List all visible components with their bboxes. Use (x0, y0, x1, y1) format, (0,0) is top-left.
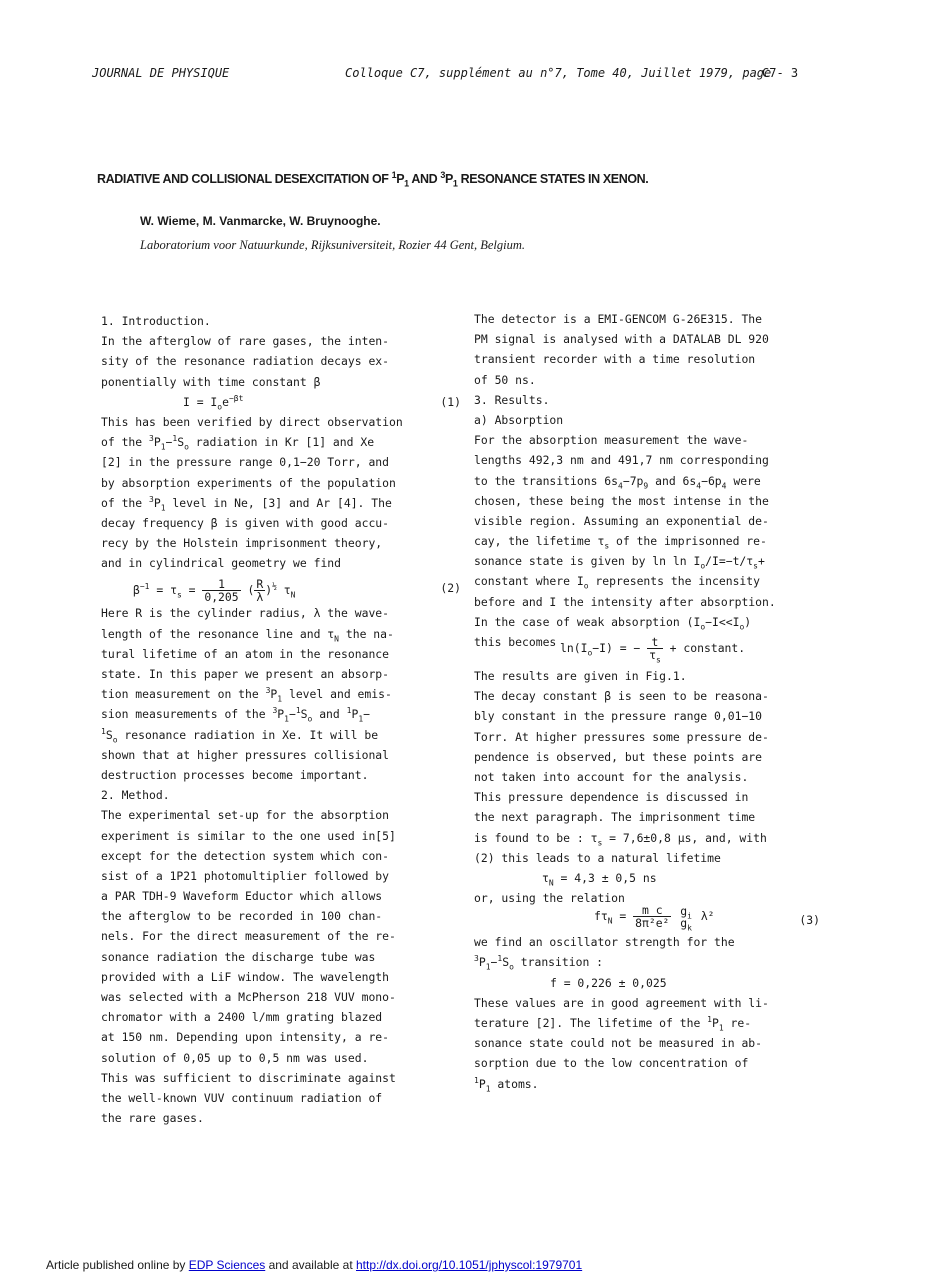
body-line (474, 612, 834, 632)
text: P (153, 495, 161, 510)
eq-sup: ½ (272, 582, 277, 592)
body-line: except for the detection system which con- (101, 848, 390, 863)
eq-sub: s (176, 590, 182, 600)
eq-sup: −βt (228, 393, 244, 403)
paper-title (97, 170, 648, 189)
text: = 7,6±0,8 μs, and, with (602, 830, 767, 845)
sub: 1 (277, 694, 283, 704)
body-line: the afterglow to be recorded in 100 chan- (101, 909, 383, 924)
body-line (101, 725, 461, 745)
body-line: ponentially with time constant β (101, 374, 321, 389)
sub: 1 (284, 714, 289, 724)
fraction (202, 578, 240, 603)
text: P (478, 1076, 486, 1091)
text: + (757, 554, 765, 569)
body-line: sist of a 1P21 photomultiplier followed by (101, 868, 390, 883)
eq-sub: i (687, 911, 692, 921)
eq-text: = τ (149, 583, 177, 598)
body-line: [2] in the pressure range 0,1−20 Torr, and (101, 455, 390, 470)
eq-text: β (133, 583, 140, 598)
body-line: This was sufficient to discriminate against (101, 1070, 396, 1085)
edp-sciences-link[interactable]: EDP Sciences (188, 1258, 266, 1272)
body-line (101, 704, 461, 724)
body-line: we find an oscillator strength for the (474, 935, 735, 950)
body-line (474, 952, 834, 972)
eq-text: f = 0,226 ± 0,025 (550, 975, 667, 990)
body-line: This has been verified by direct observation (101, 414, 403, 429)
title-sub: 1 (452, 178, 458, 189)
equation-3 (474, 902, 834, 932)
body-line: chosen, these being the most intense in the (474, 493, 769, 508)
text: of the (101, 495, 150, 510)
numerator: 1 (202, 578, 240, 591)
eq-text: + constant. (662, 641, 746, 655)
title-text: RADIATIVE AND COLLISIONAL DESEXCITATION OF (97, 172, 389, 187)
text: −7p (622, 473, 644, 488)
fraction (678, 903, 694, 933)
sub: 1 (485, 1083, 491, 1093)
eq-text: fτ (594, 909, 608, 924)
eq-text: τ (649, 648, 656, 662)
equation-1 (101, 392, 461, 412)
sup: 3 (265, 686, 271, 696)
body-line: was selected with a McPherson 218 VUV mono- (101, 990, 396, 1004)
sub: s (597, 837, 603, 847)
numerator: R (256, 577, 264, 592)
body-line: The detector is a EMI-GENCOM G-26E315. The (474, 312, 763, 326)
eq-sup: −1 (139, 582, 150, 592)
sub: o (700, 622, 706, 632)
body-line: (2) this leads to a natural lifetime (474, 850, 721, 865)
body-line: lengths 492,3 nm and 491,7 nm corresponding (474, 453, 769, 468)
text: radiation in Kr [1] and Xe (188, 435, 375, 450)
sub: o (509, 962, 514, 972)
sup: 3 (474, 954, 479, 964)
title-text: AND (408, 172, 441, 187)
body-line: the well-known VUV continuum radiation of (101, 1090, 383, 1105)
title-sub: 1 (404, 178, 409, 189)
text: tion measurement on the (101, 687, 266, 702)
eq-sub: o (587, 648, 593, 658)
body-line: visible region. Assuming an exponential de- (474, 513, 769, 528)
title-sup: 3 (440, 170, 445, 180)
sup: 1 (295, 706, 301, 716)
body-line: experiment is similar to the one used in[5] (101, 828, 396, 843)
title-text: RESONANCE STATES IN XENON. (457, 172, 649, 187)
body-line: this becomes (474, 635, 557, 649)
text: and (312, 707, 347, 722)
sup: 3 (149, 434, 154, 444)
fraction (647, 635, 663, 665)
text: P (270, 687, 278, 702)
journal-name: JOURNAL DE PHYSIQUE (92, 66, 230, 80)
sub: 1 (485, 962, 491, 972)
body-line (474, 828, 834, 848)
eq-sub: N (290, 590, 296, 600)
body-line: state. In this paper we present an absorp- (101, 667, 390, 681)
body-line: PM signal is analysed with a DATALAB DL 920 (474, 332, 769, 347)
body-line: by absorption experiments of the population (101, 475, 396, 490)
body-line: The decay constant β is seen to be reasona- (474, 689, 769, 704)
body-line: bly constant in the pressure range 0,01−10 (474, 709, 763, 724)
text: S (502, 955, 510, 970)
eq-text: = 4,3 ± 0,5 ns (553, 870, 657, 885)
eq-text: ln(I (560, 641, 588, 655)
body-line (101, 493, 461, 513)
body-line: a PAR TDH-9 Waveform Eductor which allows (101, 889, 383, 904)
body-line: destruction processes become important. (101, 767, 369, 782)
text: and 6s (648, 473, 697, 488)
section-heading-method: 2. Method. (101, 788, 170, 803)
sub: 1 (160, 502, 166, 512)
body-line: For the absorption measurement the wave- (474, 433, 749, 448)
eq-sub: o (217, 402, 223, 412)
equation-2 (101, 573, 461, 603)
body-line: Torr. At higher pressures some pressure de- (474, 729, 769, 744)
body-line: chromator with a 2400 l/mm grating blazed (101, 1010, 383, 1025)
body-line (474, 531, 834, 551)
text: − (363, 707, 371, 722)
body-line: decay frequency β is given with good accu- (101, 515, 390, 530)
eq-sub: k (687, 923, 692, 933)
eq-text: g (680, 903, 688, 918)
body-line (474, 471, 834, 491)
equation-ln (474, 632, 834, 665)
text: to the transitions 6s (474, 473, 619, 488)
denominator (647, 648, 663, 665)
sub: 1 (718, 1023, 724, 1033)
body-line (474, 1074, 834, 1094)
footer-text: and available at (265, 1258, 356, 1272)
eq-text: = (612, 909, 634, 924)
text: P (478, 955, 486, 970)
sub: o (307, 714, 313, 724)
text: − (288, 707, 296, 722)
eq-text: λ² (693, 909, 715, 924)
sub: o (739, 622, 745, 632)
text: of the imprisonned re- (609, 534, 767, 549)
sup: 3 (149, 494, 154, 504)
affiliation: Laboratorium voor Natuurkunde, Rijksuniversiteit, Rozier 44 Gent, Belgium. (140, 238, 526, 252)
text: −6p (701, 473, 722, 488)
body-line: recy by the Holstein imprisonment theory, (101, 536, 383, 551)
text: sion measurements of the (101, 707, 273, 722)
sub: 1 (358, 714, 364, 724)
eq-text: ( (247, 583, 255, 598)
body-line: These values are in good agreement with li- (474, 995, 769, 1010)
subsection-heading-absorption: a) Absorption (474, 412, 564, 427)
equation-tau-n (474, 868, 834, 888)
body-line: before and I the intensity after absorption. (474, 594, 776, 609)
sub: 4 (721, 480, 727, 490)
text: re- (723, 1016, 752, 1030)
body-line: not taken into account for the analysis. (474, 769, 749, 784)
body-line (474, 551, 834, 571)
text: − (165, 435, 173, 450)
sup: 1 (172, 434, 178, 444)
body-line (101, 624, 461, 644)
eq-text: τ (276, 583, 291, 598)
body-line: The results are given in Fig.1. (474, 669, 687, 683)
body-line (101, 684, 461, 704)
eq-sub: N (607, 916, 613, 926)
equation-f (474, 973, 834, 993)
eq-text: I = I (183, 394, 218, 409)
text: resonance radiation in Xe. It will be (117, 727, 379, 742)
sub: s (753, 561, 758, 571)
text: P (277, 707, 285, 722)
equation-number: (1) (440, 394, 461, 409)
text: sonance state is given by ln ln I (474, 554, 701, 569)
equation-number: (3) (799, 913, 820, 928)
body-line (474, 571, 834, 591)
sup: 1 (707, 1015, 712, 1025)
body-line (101, 432, 461, 452)
equation-number: (2) (440, 581, 461, 596)
denominator (678, 915, 694, 933)
text: the na- (339, 626, 394, 641)
text: − (490, 955, 498, 970)
section-heading-results: 3. Results. (474, 392, 550, 407)
body-line: sorption due to the low concentration of (474, 1056, 749, 1071)
sub: s (604, 541, 610, 551)
left-column (101, 311, 461, 1128)
sub: 9 (643, 480, 649, 490)
numerator: t (647, 636, 663, 649)
text: /I=−t/τ (705, 554, 754, 569)
fraction (633, 904, 671, 929)
body-line: Here R is the cylinder radius, λ the wave- (101, 606, 390, 621)
body-line: transient recorder with a time resolution (474, 352, 756, 367)
text: S (177, 435, 185, 450)
body-line: the rare gases. (101, 1111, 204, 1126)
eq-text: τ (542, 870, 549, 885)
right-column (474, 309, 834, 1094)
section-heading-introduction: 1. Introduction. (101, 314, 211, 328)
denominator: 8π²e² (635, 916, 670, 931)
text: level in Ne, [3] and Ar [4]. The (165, 495, 392, 510)
text: represents the incensity (588, 574, 761, 589)
body-line: or, using the relation (474, 891, 625, 906)
denominator: λ (256, 590, 264, 605)
sub: 1 (160, 442, 166, 452)
text: level and emis- (282, 687, 392, 702)
body-line: the next paragraph. The imprisonment time (474, 810, 756, 825)
title-sup: 1 (391, 170, 397, 180)
body-line: In the afterglow of rare gases, the inten- (101, 334, 390, 349)
text: transition : (513, 955, 604, 970)
body-line: tural lifetime of an atom in the resonance (101, 646, 390, 661)
sub: N (334, 633, 339, 643)
numerator: m c (633, 904, 671, 917)
eq-sub: s (656, 655, 661, 665)
body-line: nels. For the direct measurement of the re- (101, 929, 396, 944)
text: constant where I (474, 574, 584, 589)
body-line (474, 1013, 834, 1033)
eq-text: ) (265, 583, 273, 598)
sub: 4 (618, 480, 623, 490)
fraction (254, 578, 265, 603)
text: were (726, 473, 761, 488)
body-line: provided with a LiF window. The wavelength (101, 969, 390, 984)
sup: 1 (474, 1075, 479, 1085)
body-line: sity of the resonance radiation decays ex- (101, 354, 390, 369)
text: In the case of weak absorption (I (474, 614, 701, 629)
title-text: P (396, 172, 405, 187)
sub: o (583, 581, 589, 591)
text: P (153, 435, 161, 450)
footer-text: Article published online by (46, 1258, 189, 1272)
text: S (300, 707, 308, 722)
body-line: of 50 ns. (474, 372, 536, 387)
page-number: C7- 3 (762, 66, 799, 80)
publication-footer (46, 1258, 582, 1272)
sub: 4 (696, 480, 702, 490)
issue-info: Colloque C7, supplément au n°7, Tome 40, Juillet 1979, page (345, 66, 772, 80)
text: S (105, 727, 113, 742)
sub: o (112, 734, 118, 744)
text: P (712, 1016, 719, 1030)
body-line: shown that at higher pressures collisional (101, 747, 390, 762)
body-line: This pressure dependence is discussed in (474, 790, 749, 805)
title-text: P (444, 172, 453, 187)
sup: 3 (272, 706, 278, 716)
denominator: 0,205 (204, 590, 239, 605)
text: P (351, 707, 359, 722)
text: terature [2]. The lifetime of the (474, 1016, 708, 1030)
body-line: solution of 0,05 up to 0,5 nm was used. (101, 1050, 369, 1065)
text: −I<<I (705, 614, 740, 629)
text: cay, the lifetime τ (474, 534, 605, 549)
sup: 1 (346, 706, 352, 716)
eq-text: g (680, 915, 688, 930)
text: of the (101, 435, 150, 450)
body-line: at 150 nm. Depending upon intensity, a re- (101, 1030, 390, 1045)
body-line: pendence is observed, but these points are (474, 749, 763, 764)
sup: 1 (497, 954, 503, 964)
sub: o (700, 561, 706, 571)
sup: 1 (101, 726, 106, 736)
body-line: The experimental set-up for the absorption (101, 808, 390, 823)
eq-sub: N (548, 878, 554, 888)
text: ) (744, 614, 752, 629)
text: length of the resonance line and τ (101, 626, 335, 641)
author-list: W. Wieme, M. Vanmarcke, W. Bruynooghe. (140, 214, 381, 228)
sub: o (184, 442, 189, 452)
text: is found to be : τ (474, 830, 598, 845)
body-line: sonance state could not be measured in ab- (474, 1036, 763, 1051)
eq-text: −I) = − (592, 641, 648, 655)
eq-text: e (222, 394, 229, 409)
eq-text: = (181, 583, 203, 598)
body-line: and in cylindrical geometry we find (101, 556, 342, 571)
text: atoms. (490, 1076, 539, 1091)
doi-link[interactable]: http://dx.doi.org/10.1051/jphyscol:1979701 (355, 1258, 583, 1272)
body-line: sonance radiation the discharge tube was (101, 949, 376, 964)
